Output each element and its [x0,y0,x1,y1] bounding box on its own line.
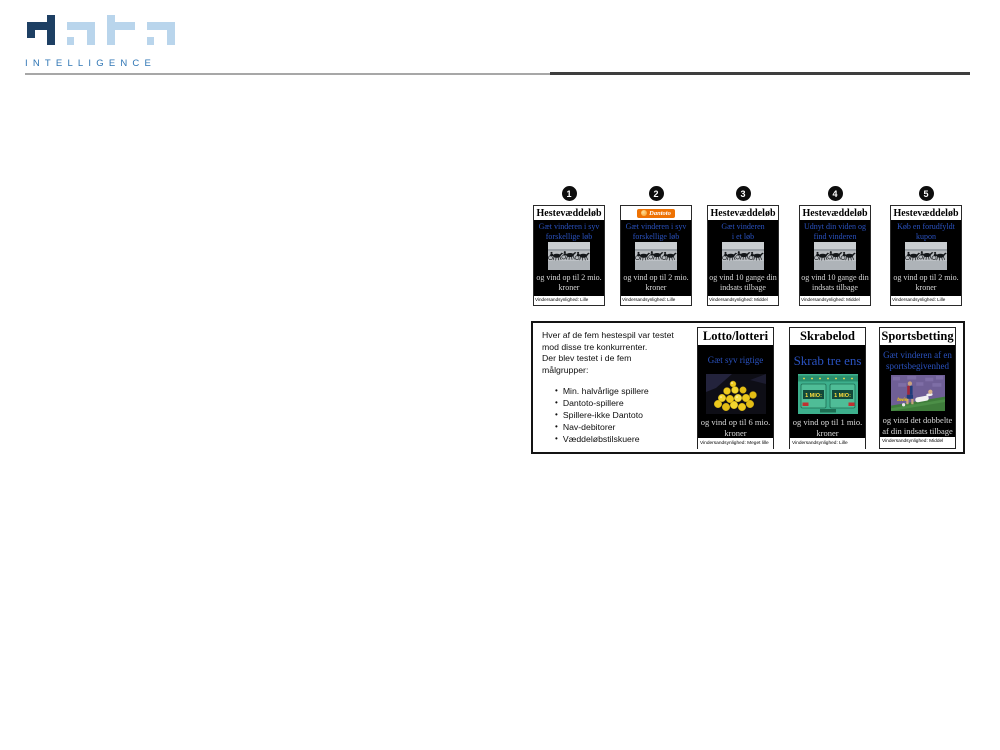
competitor-comparison-box [531,321,965,454]
card-reward: og vind 10 gange din indsats tilbage [801,273,869,292]
card-headline: Køb en forudfyldt kupon [897,222,955,241]
competitor-card-skrabelod [789,327,866,449]
card-reward: og vind op til 2 mio. kroner [536,273,602,292]
game-card-2 [620,186,692,306]
bullet-icon: • [555,398,558,407]
lotto-balls-image [705,374,767,414]
game-card-5 [890,186,962,306]
win-probability: Vindersandsynlighed: Lille [621,296,691,305]
card-reward: og vind op til 1 mio. kroner [792,417,863,438]
card-title: Lotto/lotteri [698,328,773,345]
trotting-horses-image [634,242,678,270]
win-probability: Vindersandsynlighed: Middel [800,296,870,305]
card-title: Sportsbetting [881,329,954,343]
dantoto-card [620,205,692,306]
game-card-1 [533,186,605,306]
scratch-tickets-image [797,374,859,414]
dantoto-coin-icon [641,210,647,216]
trotting-horses-image [547,242,591,270]
target-group-list [542,385,696,445]
data-intelligence-logo [25,12,200,69]
divider-right [550,72,970,75]
card-title: Hestevæddeløb [800,206,870,220]
number-badge: 2 [649,186,664,201]
card-headline: Gæt vinderen i et løb [721,222,765,241]
bullet-icon: • [555,422,558,431]
game-card-4 [799,186,871,306]
hestevaeddeloeb-card [799,205,871,306]
card-reward: og vind op til 2 mio. kroner [623,273,689,292]
card-headline: Gæt vinderen i syv forskellige løb [538,222,600,241]
card-title: Skrabelod [790,328,865,345]
win-probability: Vindersandsynlighed: Meget lille [698,438,773,450]
logo-letter-d [27,15,55,45]
trotting-horses-image [721,242,765,270]
test-description: Hver af de fem hestespil var testet mod disse tre konkurrenter. Der blev testet i de fem målgrupper: • Min. halvårlige spillere • Dantoto-spillere • Spillere-ikke Dantoto • Nav-debitorer • Væddeløbstilskuere [542,330,696,445]
game-card-3 [707,186,779,306]
list-item: • Dantoto-spillere [555,398,624,408]
card-reward: og vind op til 6 mio. kroner [700,417,771,438]
competitor-card-sportsbetting [879,327,956,449]
card-reward: og vind 10 gange din indsats tilbage [709,273,777,292]
card-headline: Skrab tre ens [793,353,862,368]
logo-subtitle: INTELLIGENCE [25,58,157,69]
card-title: Hestevæddeløb [534,206,604,220]
dantoto-logo [637,209,675,218]
win-probability: Vindersandsynlighed: Middel [708,296,778,305]
card-title: Hestevæddeløb [708,206,778,220]
win-probability: Vindersandsynlighed: Lille [534,296,604,305]
list-item: • Væddeløbstilskuere [555,434,640,444]
hestevaeddeloeb-card [890,205,962,306]
card-headline: Gæt vinderen af en sportsbegivenhed [883,349,952,371]
trotting-horses-image [813,242,857,270]
hestevaeddeloeb-card [707,205,779,306]
card-reward: og vind op til 2 mio. kroner [893,273,959,292]
bullet-icon: • [555,410,558,419]
card-headline: Gæt syv rigtige [707,355,764,365]
list-item: • Spillere-ikke Dantoto [555,410,643,420]
number-badge: 3 [736,186,751,201]
bullet-icon: • [555,434,558,443]
bullet-icon: • [555,386,558,395]
divider-left [25,73,550,75]
win-probability: Vindersandsynlighed: Lille [790,438,865,450]
hestevaeddeloeb-card [533,205,605,306]
number-badge: 4 [828,186,843,201]
trotting-horses-image [904,242,948,270]
win-probability: Vindersandsynlighed: Lille [891,296,961,305]
card-title: Hestevæddeløb [891,206,961,220]
dantoto-logo-text: Dantoto [649,209,671,217]
card-reward: og vind det dobbelte af din indsats tilbage [882,415,953,436]
win-probability: Vindersandsynlighed: Middel [880,437,955,449]
list-item: • Nav-debitorer [555,422,616,432]
football-tackle-image [891,374,945,412]
card-headline: Gæt vinderen i syv forskellige løb [625,222,687,241]
number-badge: 5 [919,186,934,201]
list-item: • Min. halvårlige spillere [555,386,649,396]
number-badge: 1 [562,186,577,201]
competitor-card-lotto [697,327,774,449]
card-headline: Udnyt din viden og find vinderen [804,222,866,241]
data-logo-glyphs [25,12,187,52]
